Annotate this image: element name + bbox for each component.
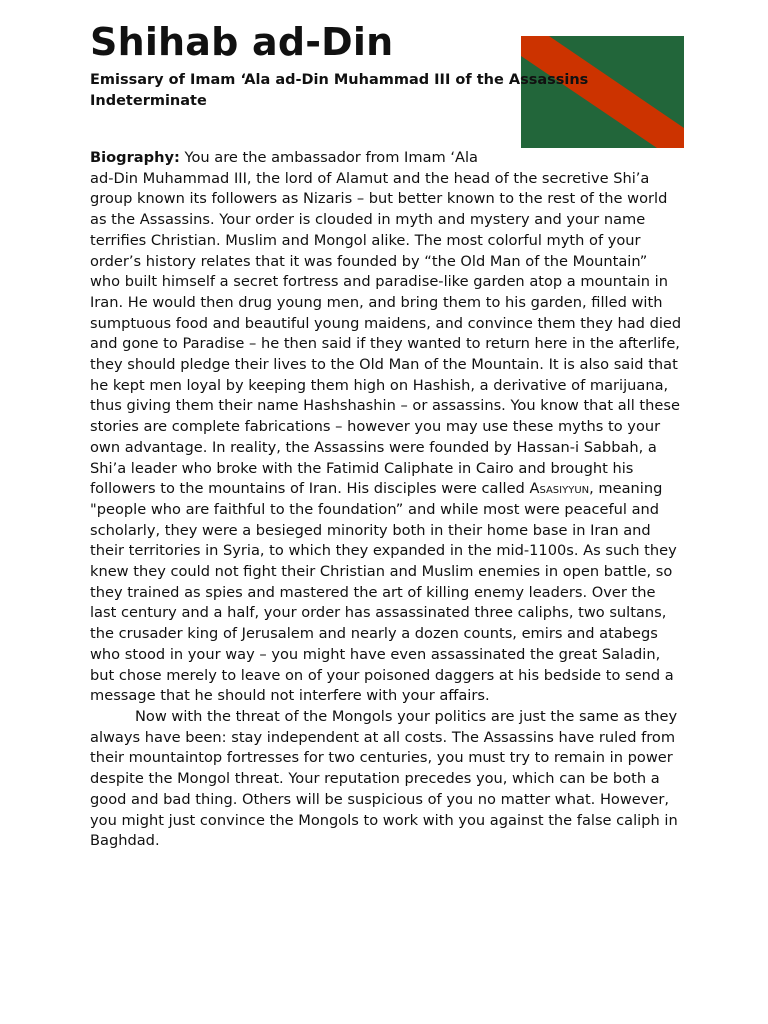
biography-label: Biography:	[90, 149, 180, 166]
character-subtitle	[90, 70, 690, 112]
biography-small-caps-term: sasiyyun	[539, 480, 590, 498]
page-title: Shihab ad-Din	[90, 20, 394, 64]
biography-section	[90, 148, 682, 852]
flag-text-wrap-spacer	[492, 148, 682, 168]
character-role: Emissary of Imam ‘Ala ad-Din Muhammad III of the Assassins	[90, 72, 589, 88]
biography-text-part-1: You are the ambassador from Imam ‘Ala ad-Din Muhammad III, the lord of Alamut and the head of the secretive Shi’a group known its followers as Nizaris – but better known to the rest of the world as the Assassins. Your order is clouded in myth and mystery and your name terrifies Christian. Muslim and Mongol alike. The most colorful myth of your order’s history relates that it was founded by “the Old Man of the Mountain” who built himself a secret fortress and paradise-like garden atop a mountain in Iran. He would then drug young men, and bring them to his garden, filled with sumptuous food and beautiful young maidens, and convince them they had died and gone to Paradise – he then said if they wanted to return here in the afterlife, they should pledge their lives to the Old Man of the Mountain. It is also said that he kept men loyal by keeping them high on Hashish, a derivative of marijuana, thus giving them their name Hashshashin – or assassins. You know that all these stories are complete fabrications – however you may use these myths to your own advantage. In reality, the Assassins were founded by Hassan-i Sabbah, a Shi’a leader who broke with the Fatimid Caliphate in Cairo and brought his followers to the mountains of Iran. His disciples were called A	[90, 149, 682, 498]
biography-text-part-2: , meaning "people who are faithful to the foundation” and while most were peaceful and scholarly, they were a besieged minority both in their home base in Iran and their territories in Syria, to which they expanded in the mid-1100s. As such they knew they could not fight their Christian and Muslim enemies in open battle, so they trained as spies and mastered the art of killing enemy leaders. Over the last century and a half, your order has assassinated three caliphs, two sultans, the crusader king of Jerusalem and nearly a dozen counts, emirs and atabegs who stood in your way – you might have even assassinated the great Saladin, but chose merely to leave on of your poisoned daggers at his bedside to send a message that he should not interfere with your affairs.	[90, 480, 677, 705]
character-alignment: Indeterminate	[90, 93, 207, 109]
biography-paragraph-2: Now with the threat of the Mongols your politics are just the same as they always have been: stay independent at all costs. The Assassins have ruled from their mountaintop fortresses for two centuries, you must try to remain in power despite the Mongol threat. Your reputation precedes you, which can be both a good and bad thing. Others will be suspicious of you no matter what. However, you might just convince the Mongols to work with you against the false caliph in Baghdad.	[90, 707, 678, 850]
biography-paragraph-1	[90, 148, 682, 707]
